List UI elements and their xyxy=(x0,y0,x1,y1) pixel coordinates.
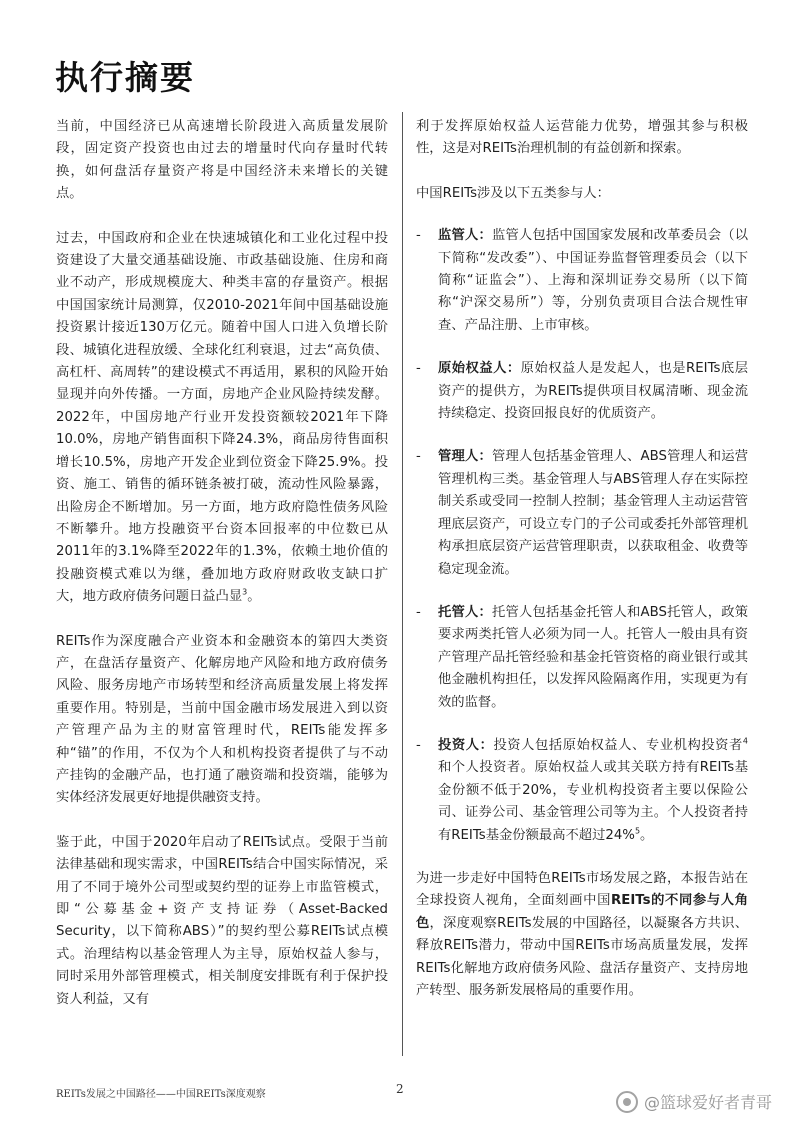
role-text-a: 投资人包括原始权益人、专业机构投资者 xyxy=(493,737,743,753)
list-dash: - xyxy=(416,604,421,620)
role-originator xyxy=(416,358,748,425)
paragraph-closing xyxy=(416,868,748,1002)
role-manager xyxy=(416,446,748,580)
paragraph-intro: 当前，中国经济已从高速增长阶段进入高质量发展阶段，固定资产投资也由过去的增量时代向存量时代转换，如何盘活存量资产将是中国经济未来增长的关键点。 xyxy=(56,119,388,202)
role-regulator xyxy=(416,225,748,337)
page-number: 2 xyxy=(396,1082,404,1096)
role-name: 监管人： xyxy=(438,228,492,244)
paragraph-reits-role: REITs作为深度融合产业资本和金融资本的第四大类资产，在盘活存量资产、化解房地产风险和地方政府债务风险、服务房地产市场转型和经济高质量发展上将发挥重要作用。特别是，当前中国金融市场发展进入到以资产管理产品为主的财富管理时代，REITs能发挥多种“锚”的作用，不仅为个人和机构投资者提供了与不动产挂钩的金融产品，也打通了融资端和投资端，能够为实体经济发展更好地提供融资支持。 xyxy=(56,633,388,806)
role-custodian xyxy=(416,602,748,714)
role-investor xyxy=(416,735,748,847)
role-name: 原始权益人： xyxy=(438,361,521,377)
page-title: 执行摘要 xyxy=(55,58,195,97)
role-name: 托管人： xyxy=(438,604,493,620)
role-text: 托管人包括基金托管人和ABS托管人，政策要求两类托管人必须为同一人。托管人一般由具有资产管理产品托管经验和基金托管资格的商业银行或其他金融机构担任，以发挥风险隔离作用，实现更为有效的监督。 xyxy=(438,604,748,710)
role-text-c: 。 xyxy=(640,827,654,843)
participants-intro: 中国REITs涉及以下五类参与人： xyxy=(416,185,610,201)
watermark-icon xyxy=(616,1091,638,1113)
paragraph-background xyxy=(56,228,388,609)
footer-title: REITs发展之中国路径——中国REITs深度观察 xyxy=(56,1089,266,1100)
role-text-b: 和个人投资者。原始权益人或其关联方持有REITs基金份额不低于20%，专业机构投资者主要以保险公司、证券公司、基金管理公司等为主。个人投资者持有REITs基金份额最高不超过24% xyxy=(438,760,748,843)
left-column xyxy=(56,116,388,1033)
list-dash: - xyxy=(416,449,421,465)
column-divider xyxy=(402,112,403,1056)
closing-text-a: 为进一步走好中国特色REITs市场发展之路，本报告站在全球投资人视角，全面刻画中国 xyxy=(416,870,748,909)
footnote-ref-3: 3 xyxy=(242,587,248,597)
paragraph-background-end: 。 xyxy=(247,589,261,605)
paragraph-reits-pilot: 鉴于此，中国于2020年启动了REITs试点。受限于当前法律基础和现实需求，中国REITs结合中国实际情况，采用了不同于境外公司型或契约型的证券上市监管模式，即“公募基金+资产支持证券（Asset-Backed Security，以下简称ABS）”的契约型公募REITs试点模式。治理结构以基金管理人为主导，原始权益人参与，同时采用外部管理模式，相关制度安排既有利于保护投资人利益，又有 xyxy=(56,834,388,1007)
role-text: 监管人包括中国国家发展和改革委员会（以下简称“发改委”）、中国证券监督管理委员会（以下简称“证监会”）、上海和深圳证券交易所（以下简称“沪深交易所”）等，分别负责项目合法合规性审查、产品注册、上市审核。 xyxy=(438,228,749,333)
right-column xyxy=(416,116,748,1024)
role-name: 投资人： xyxy=(438,737,494,753)
list-dash: - xyxy=(416,228,421,244)
role-text: 管理人包括基金管理人、ABS管理人和运营管理机构三类。基金管理人与ABS管理人存在实际控制关系或受同一控制人控制；基金管理人主动运营管理底层资产，可设立专门的子公司或委托外部管理机构承担底层资产运营管理职责，以获取租金、收费等稳定现金流。 xyxy=(438,449,748,577)
paragraph-background-text: 过去，中国政府和企业在快速城镇化和工业化过程中投资建设了大量交通基础设施、市政基础设施、住房和商业不动产，形成规模庞大、种类丰富的存量资产。根据中国国家统计局测算，仅2010-2021年间中国基础设施投资累计接近130万亿元。随着中国人口进入负增长阶段、城镇化进程放缓、全球化红利衰退，过去“高负债、高杠杆、高周转”的建设模式不再适用，累积的风险开始显现并向外传播。一方面，房地产企业风险持续发酵。2022年，中国房地产行业开发投资额较2021年下降10.0%，房地产销售面积下降24.3%，商品房待售面积增长10.5%，房地产开发企业到位资金下降25.9%。投资、施工、销售的循环链条被打破，流动性风险暴露，出险房企不断增加。另一方面，地方政府隐性债务风险不断攀升。地方投融资平台资本回报率的中位数已从2011年的3.1%降至2022年的1.3%，依赖土地价值的投融资模式难以为继，叠加地方政府财政收支缺口扩大，地方政府债务问题日益凸显 xyxy=(56,230,388,605)
footnote-ref-5: 5 xyxy=(634,826,641,836)
list-dash: - xyxy=(416,361,421,377)
closing-bold: REITs的不同参与人角色 xyxy=(416,893,748,931)
role-text: 原始权益人是发起人，也是REITs底层资产的提供方，为REITs提供项目权属清晰、现金流持续稳定、投资回报良好的优质资产。 xyxy=(438,361,749,422)
role-name: 管理人： xyxy=(438,449,493,465)
watermark-text: @篮球爱好者青哥 xyxy=(643,1093,772,1112)
watermark xyxy=(616,1090,772,1113)
paragraph-continued: 利于发挥原始权益人运营能力优势，增强其参与积极性，这是对REITs治理机制的有益创新和探索。 xyxy=(416,119,748,157)
list-dash: - xyxy=(416,737,421,753)
footnote-ref-4: 4 xyxy=(742,736,748,746)
closing-text-b: ，深度观察REITs发展的中国路径，以凝聚各方共识、释放REITs潜力，带动中国REITs市场高质量发展，发挥REITs化解地方政府债务风险、盘活存量资产、支持房地产转型、服务新发展格局的重要作用。 xyxy=(416,915,748,998)
